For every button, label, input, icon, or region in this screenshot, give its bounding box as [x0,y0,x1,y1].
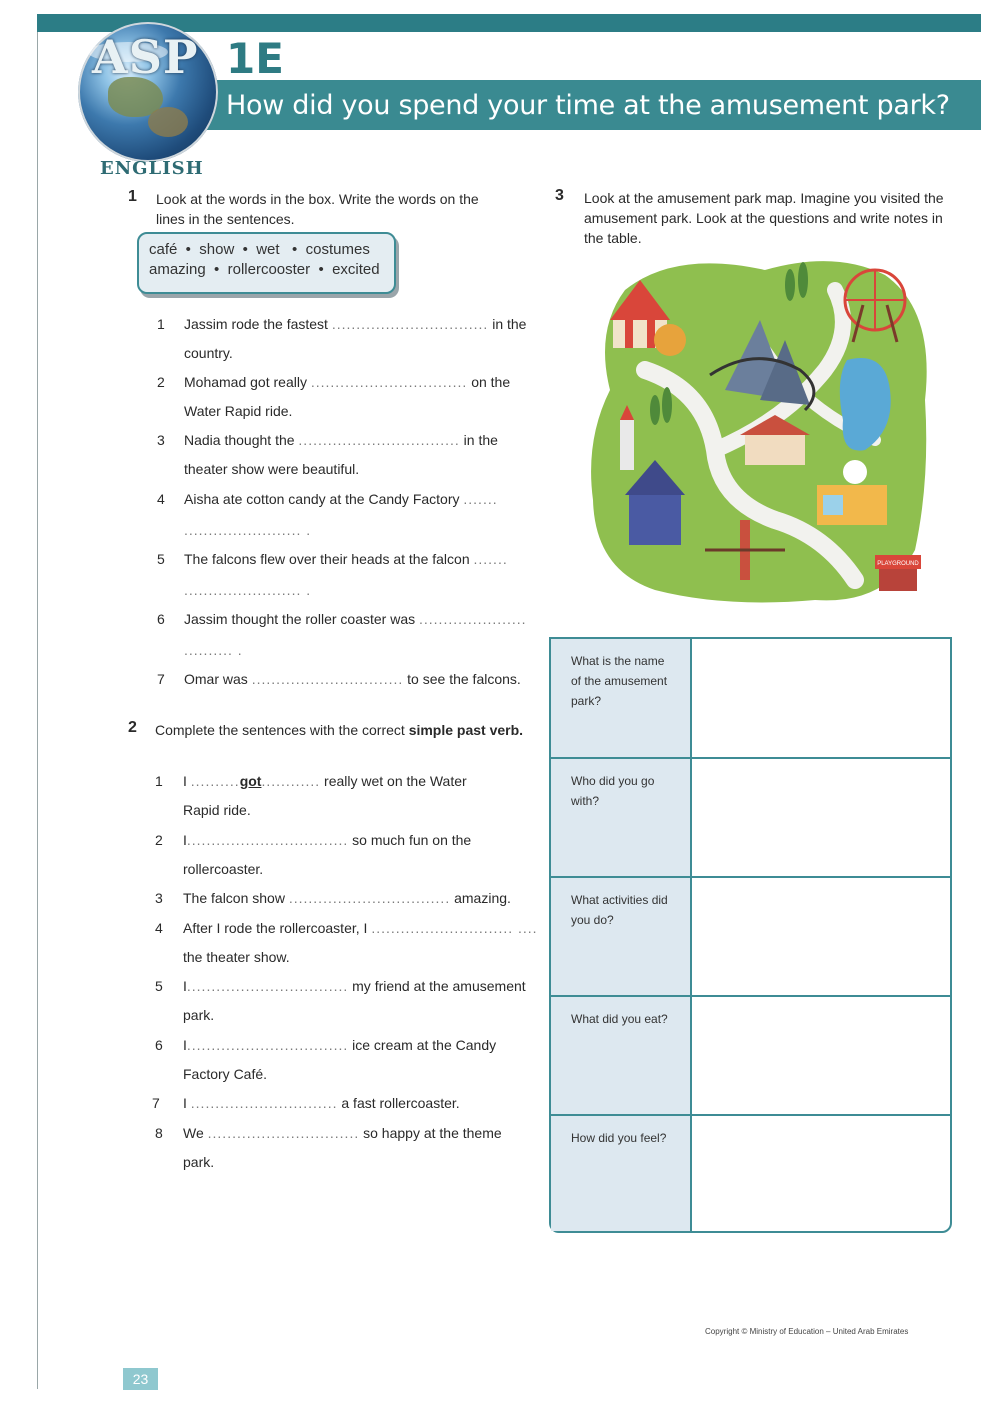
answer-blank[interactable]: .......... [190,773,240,789]
table-question: What activities did you do? [551,878,692,995]
sentence-text: ice cream at the Candy [352,1037,497,1053]
section-title: ENGLISH [100,158,204,179]
copyright-notice: Copyright © Ministry of Education – United Arab Emirates [705,1327,909,1336]
answer-blank[interactable]: ................................ [331,316,489,332]
amusement-park-map [585,250,940,610]
sentence-text: my friend at the amusement [352,978,526,994]
answer-blank[interactable]: ...................... [419,611,527,627]
instruction-bold-text: simple past verb. [408,722,524,738]
word-box-line: café • show • wet • costumes [149,241,370,258]
sentence-text: Omar was [184,671,248,687]
unit-label: 1E [226,34,284,83]
item-number: 1 [155,773,163,789]
sentence-text: really wet on the Water [324,773,467,789]
exercise1-number: 1 [128,188,137,205]
sentence-line [183,1125,502,1141]
sentence-line [183,1037,496,1053]
answer-blank[interactable]: ............................. .... [371,920,538,936]
item-number: 4 [157,491,165,507]
answer-blank[interactable]: ................................. [186,978,349,994]
table-row [551,997,950,1116]
exercise3-number: 3 [555,187,564,204]
sentence-line [183,773,467,789]
item-number: 6 [155,1037,163,1053]
exercise2-number: 2 [128,719,137,736]
table-question: What is the name of the amusement park? [551,639,692,757]
sentence-text: amazing. [454,890,511,906]
instruction-text: Complete the sentences with the correct [155,722,409,738]
answer-cell[interactable] [692,878,950,995]
sentence-continuation: country. [184,345,233,361]
answer-blank[interactable]: ............................... [207,1125,360,1141]
sentence-line [183,978,526,994]
sentence-continuation: Water Rapid ride. [184,403,293,419]
playground-sign-text: PLAYGROUND [877,561,919,567]
example-answer: got [239,773,262,789]
sentence-text: Mohamad got really [184,374,307,390]
page-number: 23 [123,1368,158,1390]
sentence-text: After I rode the rollercoaster, I [183,920,368,936]
item-number: 4 [155,920,163,936]
table-question: Who did you go with? [551,759,692,876]
exercise3-instruction: Look at the amusement park map. Imagine you visited the amusement park. Look at the questions and write notes in the table. [584,190,944,246]
sentence-text: Aisha ate cotton candy at the Candy Factory [184,491,460,507]
sentence-text: on the [471,374,511,390]
answer-cell[interactable] [692,639,950,757]
table-row [551,1116,950,1231]
answer-cell[interactable] [692,1116,950,1231]
item-number: 5 [157,551,165,567]
sentence-text: a fast rollercoaster. [341,1095,460,1111]
answer-blank[interactable]: .......... . [184,642,243,658]
answer-blank[interactable]: ................................ [310,374,468,390]
sentence-line [184,611,527,627]
sentence-continuation: the theater show. [183,949,290,965]
sentence-text: Jassim rode the fastest [184,316,328,332]
answer-blank[interactable]: ................................. [186,832,349,848]
sentence-text: to see the falcons. [407,671,521,687]
sentence-text: The falcon show [183,890,285,906]
sentence-line [184,374,510,390]
sentence-continuation: Rapid ride. [183,802,251,818]
item-number: 6 [157,611,165,627]
sentence-text: I [183,978,187,994]
sentence-text: The falcons flew over their heads at the falcon [184,551,470,567]
item-number: 3 [157,432,165,448]
answer-blank[interactable]: ................................. [186,1037,349,1053]
notes-table [549,637,952,1233]
table-question: What did you eat? [551,997,692,1114]
page-left-rule [37,14,38,1389]
logo-text: ASP [92,30,199,84]
item-number: 7 [152,1095,160,1111]
answer-blank[interactable]: ............ [261,773,321,789]
sentence-continuation: Factory Café. [183,1066,268,1082]
sentence-line [184,671,521,687]
word-box-line: amazing • rollercooster • excited [149,261,380,278]
table-question: How did you feel? [551,1116,692,1231]
playground-sign [875,555,921,591]
page-title: How did you spend your time at the amusement park? [226,90,950,121]
answer-blank[interactable]: ........................ . [184,582,312,598]
answer-cell[interactable] [692,759,950,876]
answer-blank[interactable]: ....... [463,491,498,507]
sentence-continuation: rollercoaster. [183,861,264,877]
exercise1-instruction: Look at the words in the box. Write the words on the lines in the sentences. [156,191,479,227]
sentence-line [184,551,508,567]
answer-blank[interactable]: ........................ . [184,522,312,538]
sentence-line [183,890,511,906]
table-row [551,878,950,997]
sentence-line [184,491,498,507]
answer-blank[interactable]: .............................. [190,1095,338,1111]
sentence-text: We [183,1125,204,1141]
exercise2-instruction [155,720,525,740]
item-number: 7 [157,671,165,687]
item-number: 3 [155,890,163,906]
sentence-line [184,316,526,332]
answer-blank[interactable]: ................................. [298,432,460,448]
answer-blank[interactable]: ............................... [251,671,404,687]
sentence-line [184,432,498,448]
sentence-text: I [183,1037,187,1053]
sentence-continuation: park. [183,1154,215,1170]
item-number: 8 [155,1125,163,1141]
word-box [137,232,396,294]
sentence-text: so much fun on the [352,832,472,848]
sentence-line [183,1095,460,1111]
answer-blank[interactable]: ....... [473,551,508,567]
sentence-text: in the [463,432,498,448]
table-row [551,639,950,759]
sentence-text: so happy at the theme [363,1125,502,1141]
sentence-text: in the [492,316,527,332]
sentence-continuation: theater show were beautiful. [184,461,360,477]
item-number: 5 [155,978,163,994]
sentence-text: I [183,832,187,848]
answer-blank[interactable]: ................................. [288,890,451,906]
item-number: 2 [157,374,165,390]
item-number: 2 [155,832,163,848]
sentence-text: Nadia thought the [184,432,295,448]
answer-cell[interactable] [692,997,950,1114]
sentence-continuation: park. [183,1007,215,1023]
lion-icon [654,324,686,356]
sentence-text: I [183,1095,187,1111]
sentence-text: Jassim thought the roller coaster was [184,611,416,627]
sentence-text: I [183,773,187,789]
sentence-line [183,920,538,936]
sentence-line [183,832,471,848]
table-row [551,759,950,878]
item-number: 1 [157,316,165,332]
